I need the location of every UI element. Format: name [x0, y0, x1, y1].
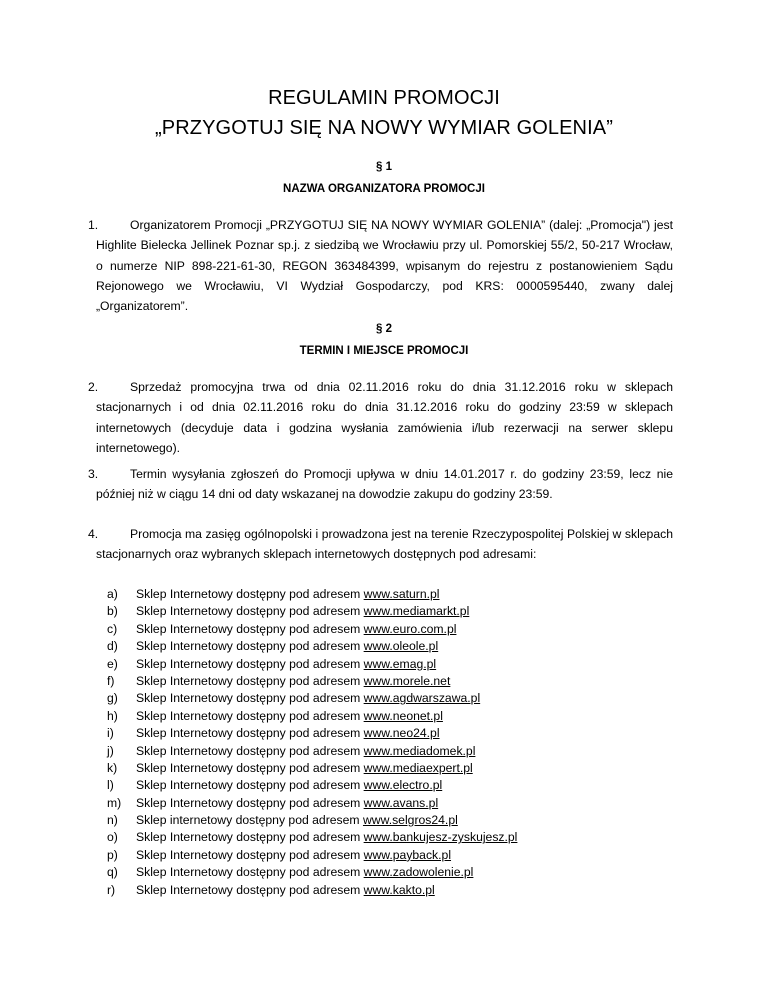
store-list-item: [107, 777, 667, 794]
store-item-letter: q): [107, 865, 118, 880]
document-subtitle: „PRZYGOTUJ SIĘ NA NOWY WYMIAR GOLENIA”: [155, 117, 613, 139]
section-2-heading: TERMIN I MIEJSCE PROMOCJI: [299, 345, 469, 357]
paragraph-2: [88, 377, 673, 458]
store-url-link[interactable]: www.mediamarkt.pl: [363, 604, 470, 619]
store-list-item: [107, 743, 667, 760]
store-list-item: [107, 864, 667, 881]
store-list: [107, 586, 667, 899]
store-item-label: Sklep Internetowy dostępny pod adresem: [136, 691, 361, 706]
store-url-link[interactable]: www.saturn.pl: [363, 587, 440, 601]
store-item-letter: o): [107, 830, 118, 845]
store-item-label: Sklep Internetowy dostępny pod adresem: [136, 673, 361, 688]
store-item-letter: k): [107, 760, 118, 775]
paragraph-3-text: Termin wysyłania zgłoszeń do Promocji upływa w dniu 14.01.2017 r. do godziny 23:59, lecz nie później niż w ciągu 14 dni od daty wskazanej na dowodzie zakupu do godziny 23:59.: [96, 467, 673, 502]
paragraph-1-number: 1.: [88, 218, 99, 232]
store-url-link[interactable]: www.neonet.pl: [363, 708, 443, 723]
store-list-item: [107, 812, 667, 829]
paragraph-2-text: Sprzedaż promocyjna trwa od dnia 02.11.2016 roku do dnia 31.12.2016 roku w sklepach stacjonarnych i od dnia 02.11.2016 roku do dnia 31.12.2016 roku do godziny 23:59 w sklepach internetowych (decyduje data i godzina wysłania zamówienia i/lub rezerwacji na serwer sklepu internetowego).: [96, 380, 673, 455]
store-item-label: Sklep Internetowy dostępny pod adresem: [136, 656, 361, 671]
store-item-letter: f): [107, 673, 115, 688]
store-list-item: [107, 673, 667, 690]
store-list-item: [107, 586, 667, 603]
store-item-label: Sklep Internetowy dostępny pod adresem: [136, 847, 361, 862]
store-item-letter: d): [107, 639, 118, 654]
paragraph-3-number: 3.: [88, 467, 99, 481]
store-item-letter: l): [107, 778, 114, 793]
store-item-label: Sklep internetowy dostępny pod adresem: [136, 813, 360, 828]
store-list-item: [107, 725, 667, 742]
store-url-link[interactable]: www.selgros24.pl: [362, 813, 458, 828]
store-item-letter: r): [107, 882, 116, 897]
paragraph-2-number: 2.: [88, 380, 99, 394]
paragraph-4-number: 4.: [88, 527, 99, 541]
store-list-item: [107, 760, 667, 777]
store-item-label: Sklep Internetowy dostępny pod adresem: [136, 778, 361, 793]
paragraph-4-text: Promocja ma zasięg ogólnopolski i prowadzona jest na terenie Rzeczypospolitej Polskiej w sklepach stacjonarnych oraz wybranych sklepach internetowych dostępnych pod adresami:: [96, 527, 673, 562]
store-list-item: [107, 829, 667, 846]
store-item-label: Sklep Internetowy dostępny pod adresem: [136, 882, 361, 897]
store-list-item: [107, 795, 667, 812]
store-item-label: Sklep Internetowy dostępny pod adresem: [136, 865, 361, 880]
section-2-symbol: § 2: [376, 323, 392, 335]
store-url-link[interactable]: www.morele.net: [363, 673, 451, 688]
store-item-letter: e): [107, 656, 118, 671]
store-url-link[interactable]: www.electro.pl: [363, 778, 443, 793]
store-url-link[interactable]: www.oleole.pl: [363, 639, 439, 654]
store-list-item: [107, 847, 667, 864]
store-item-label: Sklep Internetowy dostępny pod adresem: [136, 726, 361, 741]
paragraph-1-text: Organizatorem Promocji „PRZYGOTUJ SIĘ NA NOWY WYMIAR GOLENIA” (dalej: „Promocja") jest Highlite Bielecka Jellinek Poznar sp.j. z siedzibą we Wrocławiu przy ul. Pomorskiej 55/2, 50-217 Wrocław, o numerze NIP 898-221-61-30, REGON 363484399, wpisanym do rejestru z postanowieniem Sądu Rejonowego we Wrocławiu, VI Wydział Gospodarczy, pod KRS: 0000595440, zwany dalej „Organizatorem”.: [96, 218, 673, 314]
store-url-link[interactable]: www.avans.pl: [363, 795, 439, 810]
document-title: REGULAMIN PROMOCJI: [268, 87, 500, 109]
store-item-letter: i): [107, 726, 114, 741]
store-item-letter: c): [107, 621, 118, 636]
store-item-letter: j): [107, 743, 114, 758]
paragraph-4: [88, 524, 673, 565]
store-item-label: Sklep Internetowy dostępny pod adresem: [136, 587, 361, 601]
store-list-item: [107, 708, 667, 725]
store-item-label: Sklep Internetowy dostępny pod adresem: [136, 830, 361, 845]
store-item-letter: p): [107, 847, 118, 862]
store-item-letter: g): [107, 691, 118, 706]
store-item-letter: h): [107, 708, 118, 723]
store-item-letter: m): [107, 795, 122, 810]
store-item-label: Sklep Internetowy dostępny pod adresem: [136, 621, 361, 636]
store-list-item: [107, 656, 667, 673]
store-url-link[interactable]: www.euro.com.pl: [363, 621, 457, 636]
store-item-label: Sklep Internetowy dostępny pod adresem: [136, 604, 361, 619]
store-url-link[interactable]: www.neo24.pl: [363, 726, 440, 741]
store-list-item: [107, 603, 667, 620]
store-url-link[interactable]: www.mediadomek.pl: [363, 743, 476, 758]
store-url-link[interactable]: www.kakto.pl: [363, 882, 435, 897]
store-item-letter: b): [107, 604, 118, 619]
store-item-label: Sklep Internetowy dostępny pod adresem: [136, 743, 361, 758]
store-url-link[interactable]: www.zadowolenie.pl: [363, 865, 474, 880]
store-item-label: Sklep Internetowy dostępny pod adresem: [136, 760, 361, 775]
store-list-item: [107, 690, 667, 707]
store-item-letter: a): [107, 587, 118, 601]
store-list-item: [107, 882, 667, 899]
paragraph-1: [88, 215, 673, 316]
store-item-label: Sklep Internetowy dostępny pod adresem: [136, 795, 361, 810]
store-url-link[interactable]: www.payback.pl: [363, 847, 452, 862]
store-item-label: Sklep Internetowy dostępny pod adresem: [136, 639, 361, 654]
paragraph-3: [88, 464, 673, 505]
section-1-heading: NAZWA ORGANIZATORA PROMOCJI: [283, 183, 485, 195]
store-list-item: [107, 621, 667, 638]
section-1-symbol: § 1: [376, 161, 392, 173]
store-url-link[interactable]: www.agdwarszawa.pl: [363, 691, 481, 706]
store-item-label: Sklep Internetowy dostępny pod adresem: [136, 708, 361, 723]
store-item-letter: n): [107, 813, 118, 828]
store-list-item: [107, 638, 667, 655]
store-url-link[interactable]: www.mediaexpert.pl: [363, 760, 473, 775]
store-url-link[interactable]: www.bankujesz-zyskujesz.pl: [363, 830, 518, 845]
store-url-link[interactable]: www.emag.pl: [363, 656, 437, 671]
